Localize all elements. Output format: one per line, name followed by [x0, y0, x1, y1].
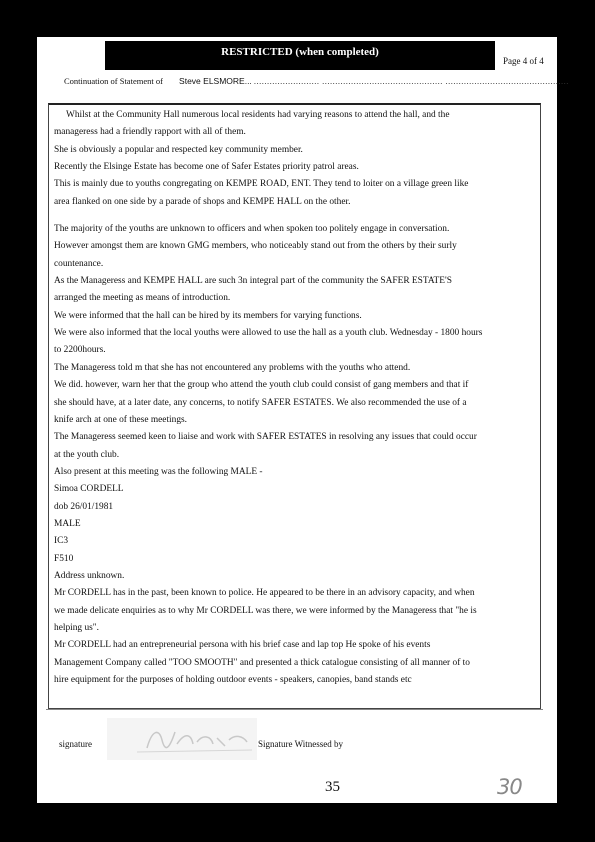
statement-line: to 2200hours. [54, 345, 106, 356]
statement-line: We did. however, warn her that the group who attend the youth club could consist of gang members and that if [54, 380, 469, 391]
statement-line: F510 [54, 553, 74, 564]
statement-line: manageress had a friendly rapport with all of them. [54, 127, 246, 138]
restricted-banner: RESTRICTED (when completed) [105, 41, 495, 70]
statement-line: area flanked on one side by a parade of shops and KEMPE HALL on the other. [54, 196, 351, 207]
continuation-row [64, 76, 569, 86]
signature-witnessed-label: Signature Witnessed by [258, 739, 343, 749]
statement-line: However amongst them are known GMG members, who noticeably stand out from the others by their surly [54, 241, 457, 252]
statement-line: dob 26/01/1981 [54, 501, 114, 512]
statement-line: Also present at this meeting was the following MALE - [54, 466, 263, 477]
dotted-line: ......................... .............................................. ............................................... [253, 76, 569, 86]
statement-line: Mr CORDELL had an entrepreneurial persona with his brief case and lap top He spoke of his events [54, 640, 431, 651]
handwritten-number: 30 [497, 775, 522, 799]
statement-line: knife arch at one of these meetings. [54, 414, 188, 425]
statement-line: helping us". [54, 622, 99, 633]
page-indicator: Page 4 of 4 [503, 56, 544, 66]
statement-page [37, 37, 569, 803]
statement-line: IC3 [54, 536, 69, 547]
statement-line: As the Manageress and KEMPE HALL are such 3n integral part of the community the SAFER ESTATE'S [54, 276, 452, 287]
statement-line: MALE [54, 518, 81, 529]
statement-line: This is mainly due to youths congregating on KEMPE ROAD, ENT. They tend to loiter on a village green like [54, 179, 469, 190]
statement-name: Steve ELSMORE... [179, 76, 252, 86]
statement-line: countenance. [54, 258, 104, 269]
statement-line: Whilst at the Community Hall numerous local residents had varying reasons to attend the hall, and the [66, 110, 450, 120]
folio-number: 35 [325, 779, 340, 795]
statement-line [54, 211, 519, 221]
statement-line: at the youth club. [54, 449, 120, 460]
statement-line: Mr CORDELL has in the past, been known to police. He appeared to be there in an advisory capacity, and when [54, 588, 475, 599]
statement-line: Management Company called "TOO SMOOTH" and presented a thick catalogue consisting of all manner of to [54, 657, 470, 668]
signature-label: signature [59, 739, 92, 749]
statement-line: The majority of the youths are unknown to officers and when spoken too politely engage in conversation. [54, 224, 450, 235]
statement-line: Recently the Elsinge Estate has become one of Safer Estates priority patrol areas. [54, 162, 359, 173]
statement-line: we made delicate enquiries as to why Mr CORDELL was there, we were informed by the Manageress that "he is [54, 605, 477, 616]
statement-line: The Manageress seemed keen to liaise and work with SAFER ESTATES in resolving any issues that could occur [54, 432, 477, 443]
continuation-label: Continuation of Statement of [64, 76, 163, 86]
statement-line: she should have, at a later date, any concerns, to notify SAFER ESTATES. We also recommended the use of a [54, 397, 467, 408]
statement-line: hire equipment for the purposes of holding outdoor events - speakers, canopies, band stands etc [54, 675, 412, 685]
statement-line: Address unknown. [54, 570, 125, 581]
statement-body [54, 107, 519, 689]
statement-line: arranged the meeting as means of introduction. [54, 293, 231, 304]
statement-line: We were informed that the hall can be hired by its members for varying functions. [54, 310, 362, 321]
divider [46, 709, 543, 710]
statement-line: The Manageress told m that she has not encountered any problems with the youths who attend. [54, 362, 411, 373]
signature-image [107, 718, 257, 760]
statement-line: Simoa CORDELL [54, 484, 124, 495]
statement-line: We were also informed that the local youths were allowed to use the hall as a youth club. Wednesday - 1800 hours [54, 328, 483, 339]
statement-line: She is obviously a popular and respected key community member. [54, 144, 303, 155]
